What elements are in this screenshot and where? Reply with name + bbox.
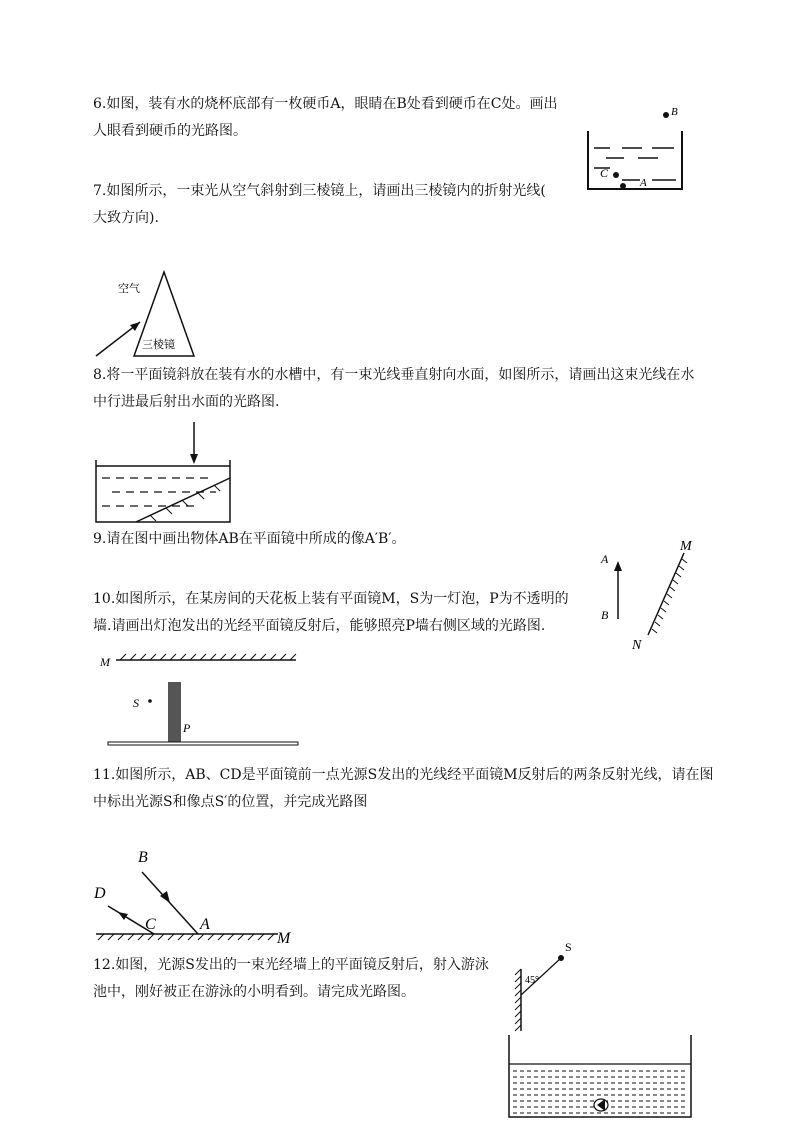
question-8 xyxy=(93,362,694,416)
label-p: P xyxy=(183,721,191,735)
floor xyxy=(108,742,298,745)
coin-image-c xyxy=(613,172,619,178)
question-11 xyxy=(93,762,714,816)
arrow-head xyxy=(130,322,140,331)
mirror-hatching xyxy=(515,969,521,1031)
figure-6-beaker xyxy=(580,98,690,198)
question-8-line-2: 中行进最后射出水面的光路图. xyxy=(93,394,280,410)
ray-cd-arrow xyxy=(118,912,128,920)
coin-a xyxy=(620,183,626,189)
label-air: 空气 xyxy=(118,283,140,295)
question-12 xyxy=(93,952,489,1006)
mirror-mn xyxy=(648,553,684,635)
question-6-line-1: 6.如图，装有水的烧杯底部有一枚硬币A，眼睛在B处看到硬币在C处。画出 xyxy=(93,96,558,112)
question-7-line-1: 7.如图所示，一束光从空气斜射到三棱镜上，请画出三棱镜内的折射光线( xyxy=(93,183,546,199)
figure-10-room xyxy=(96,650,301,750)
object-arrow-head xyxy=(614,561,622,571)
figure-7-prism xyxy=(90,266,200,362)
mirror-hatching xyxy=(652,559,687,633)
figure-8-tank xyxy=(90,420,235,528)
mirror-hatching xyxy=(120,654,296,660)
ray-arrow-head xyxy=(190,454,198,464)
question-7 xyxy=(93,178,546,232)
question-8-line-1: 8.将一平面镜斜放在装有水的水槽中，有一束光线垂直射向水面，如图所示，请画出这束光线在水 xyxy=(93,367,695,383)
label-a: A xyxy=(601,552,609,566)
label-s: S xyxy=(565,940,572,954)
label-c: C xyxy=(145,916,156,933)
question-10-line-2: 墙.请画出灯泡发出的光经平面镜反射后，能够照亮P墙右侧区域的光路图. xyxy=(93,618,546,634)
label-a: A xyxy=(640,177,647,189)
label-d: D xyxy=(94,885,106,902)
eye-icon xyxy=(594,1099,608,1111)
question-9 xyxy=(93,526,406,553)
figure-12-pool xyxy=(505,935,705,1120)
question-7-line-2: 大致方向). xyxy=(93,210,159,226)
question-10-line-1: 10.如图所示，在某房间的天花板上装有平面镜M，S为一灯泡，P为不透明的 xyxy=(93,591,569,607)
question-9-line-1: 9.请在图中画出物体AB在平面镜中所成的像A′B′。 xyxy=(93,531,406,547)
label-m: M xyxy=(100,655,110,669)
label-n: N xyxy=(632,638,642,653)
label-angle: 45° xyxy=(525,975,539,986)
label-b: B xyxy=(671,106,678,118)
lamp-s xyxy=(148,699,152,703)
label-m: M xyxy=(277,930,291,947)
question-11-line-1: 11.如图所示，AB、CD是平面镜前一点光源S发出的光线经平面镜M反射后的两条反射光线，请在图 xyxy=(93,767,714,783)
question-12-line-2: 池中，刚好被正在游泳的小明看到。请完成光路图。 xyxy=(93,984,415,1000)
question-6 xyxy=(93,91,557,145)
mirror-hatching xyxy=(150,485,220,521)
figure-11-rays xyxy=(90,840,300,950)
label-s: S xyxy=(133,696,139,710)
label-m: M xyxy=(680,539,692,554)
label-a: A xyxy=(200,916,210,933)
label-c: C xyxy=(600,166,609,180)
question-12-line-1: 12.如图，光源S发出的一束光经墙上的平面镜反射后，射入游泳 xyxy=(93,957,489,973)
label-b: B xyxy=(601,608,609,622)
label-b: B xyxy=(138,849,148,866)
label-prism: 三棱镜 xyxy=(142,339,175,351)
wall-p xyxy=(168,682,181,742)
question-6-line-2: 人眼看到硬币的光路图。 xyxy=(93,123,247,139)
question-11-line-2: 中标出光源S和像点S′的位置，并完成光路图 xyxy=(93,794,368,810)
question-10 xyxy=(93,586,569,640)
figure-9-mirror xyxy=(596,535,706,653)
tank-outline xyxy=(96,460,230,522)
eye-point-b xyxy=(663,112,669,118)
mirror-hatching xyxy=(98,934,274,940)
